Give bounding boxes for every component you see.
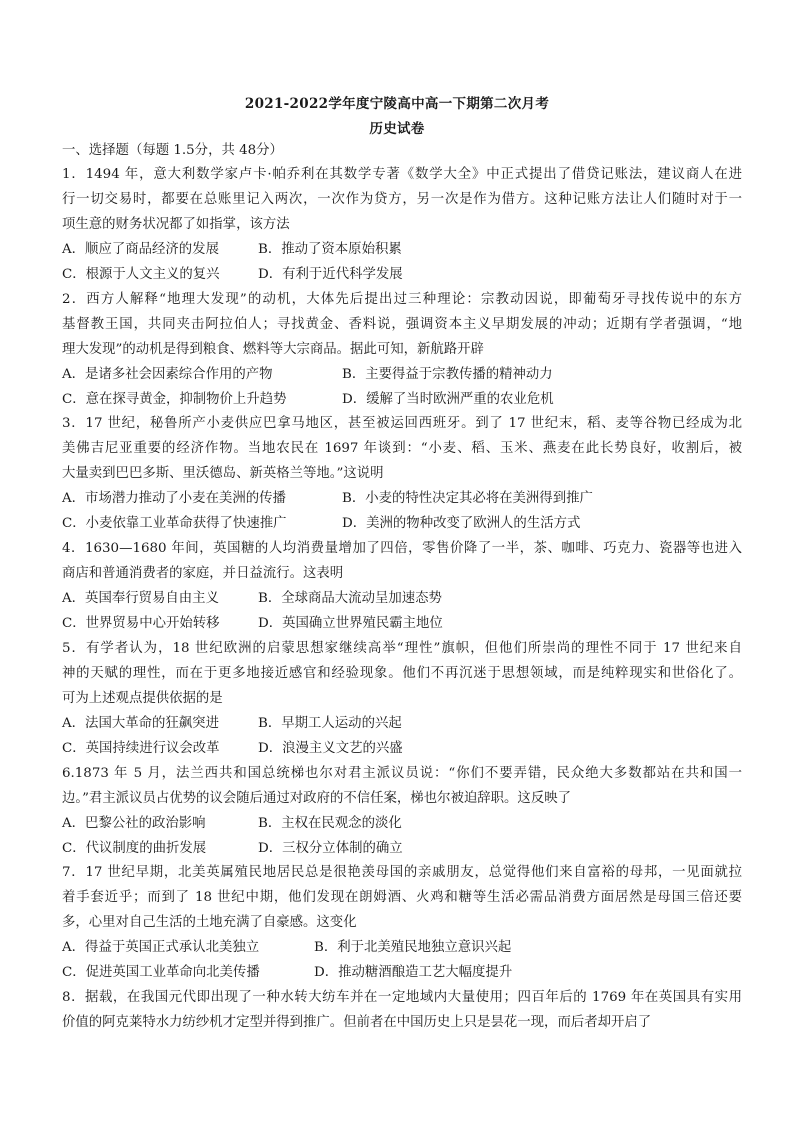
question-8-stem-line: 8．据载，在我国元代即出现了一种水转大纺车并在一定地域内大量使用；四百年后的 1769 年在英国具有实用 [62, 990, 742, 1005]
question-6-option-c: C．代议制度的曲折发展 [62, 841, 207, 856]
question-8-stem-line: 价值的阿克莱特水力纺纱机才定型并得到推广。但前者在中国历史上只是昙花一现，而后者却开启了 [62, 1015, 652, 1030]
question-1-option-c: C．根源于人文主义的复兴 [62, 267, 220, 282]
question-2-option-a: A．是诸多社会因素综合作用的产物 [62, 367, 273, 382]
question-5-option-b: B．早期工人运动的兴起 [258, 716, 402, 731]
question-5-stem-line: 神的天赋的理性，而在于更多地接近感官和经验现象。他们不再沉迷于思想领域，而是纯粹现实和世俗化了。 [62, 666, 742, 681]
question-5-option-d: D．浪漫主义文艺的兴盛 [258, 741, 403, 756]
question-4-option-c: C．世界贸易中心开始转移 [62, 616, 220, 631]
section-heading: 一、选择题（每题 1.5分，共 48分） [62, 143, 283, 158]
question-4-option-b: B．全球商品大流动呈加速态势 [258, 591, 442, 606]
question-4-stem-line: 4．1630—1680 年间，英国糖的人均消费量增加了四倍，零售价降了一半，茶、咖啡、巧克力、瓷器等也进入 [62, 541, 742, 556]
question-4-option-a: A．英国奉行贸易自由主义 [62, 591, 219, 606]
question-3-option-b: B．小麦的特性决定其必将在美洲得到推广 [342, 491, 593, 506]
question-1-option-a: A．顺应了商品经济的发展 [62, 242, 219, 257]
question-1-option-d: D．有利于近代科学发展 [258, 267, 403, 282]
exam-title: 2021-2022学年度宁陵高中高一下期第二次月考 [244, 96, 550, 112]
question-7-stem-line: 多，心里对自己生活的土地充满了自豪感。这变化 [62, 915, 357, 930]
question-1-stem-line: 行一切交易时，都要在总账里记入两次，一次作为贷方，另一次是作为借方。这种记账方法让人们随时对于一 [62, 192, 742, 207]
question-3-stem-line: 大量卖到巴巴多斯、里沃德岛、新英格兰等地。”这说明 [62, 466, 384, 481]
question-4-stem-line: 商店和普通消费者的家庭，并日益流行。这表明 [62, 566, 344, 581]
question-1-stem-line: 1．1494 年，意大利数学家卢卡·帕乔利在其数学专著《数学大全》中正式提出了借贷记账法，建议商人在进 [62, 167, 742, 182]
question-7-stem-line: 着手套近乎；而到了 18 世纪中期，他们发现在朗姆酒、火鸡和糖等生活必需品消费方面居然是母国三倍还要 [62, 890, 742, 905]
question-5-stem-line: 5．有学者认为，18 世纪欧洲的启蒙思想家继续高举“理性”旗帜，但他们所崇尚的理性不同于 17 世纪来自 [62, 641, 742, 656]
question-3-option-a: A．市场潜力推动了小麦在美洲的传播 [62, 491, 286, 506]
question-2-stem-line: 理大发现”的动机是得到粮食、燃料等大宗商品。据此可知，新航路开辟 [62, 342, 484, 357]
question-5-stem-line: 可为上述观点提供依据的是 [62, 691, 223, 706]
question-7-option-d: D．推动糖酒酿造工艺大幅度提升 [314, 965, 513, 980]
question-5-option-a: A．法国大革命的狂飙突进 [62, 716, 219, 731]
question-3-stem-line: 美佛吉尼亚重要的经济作物。当地农民在 1697 年谈到：“小麦、稻、玉米、燕麦在此长势良好，收割后，被 [62, 441, 742, 456]
question-3-stem-line: 3．17 世纪，秘鲁所产小麦供应巴拿马地区，甚至被运回西班牙。到了 17 世纪末，稻、麦等谷物已经成为北 [62, 416, 742, 431]
question-2-option-b: B．主要得益于宗教传播的精神动力 [342, 367, 553, 382]
question-6-stem-line: 边。”君主派议员占优势的议会随后通过对政府的不信任案，梯也尔被迫辞职。这反映了 [62, 791, 571, 806]
question-4-option-d: D．英国确立世界殖民霸主地位 [258, 616, 443, 631]
question-5-option-c: C．英国持续进行议会改革 [62, 741, 220, 756]
question-6-option-b: B．主权在民观念的淡化 [258, 816, 402, 831]
question-6-option-a: A．巴黎公社的政治影响 [62, 816, 206, 831]
question-7-option-a: A．得益于英国正式承认北美独立 [62, 940, 260, 955]
question-2-option-d: D．缓解了当时欧洲严重的农业危机 [342, 392, 554, 407]
question-2-option-c: C．意在探寻黄金，抑制物价上升趋势 [62, 392, 287, 407]
question-6-option-d: D．三权分立体制的确立 [258, 841, 403, 856]
question-2-stem-line: 基督教王国，共同夹击阿拉伯人；寻找黄金、香料说，强调资本主义早期发展的冲动；近期有学者强调，“地 [62, 317, 742, 332]
question-1-option-b: B．推动了资本原始积累 [258, 242, 402, 257]
question-1-stem-line: 项生意的财务状况都了如指掌，该方法 [62, 217, 290, 232]
question-3-option-d: D．美洲的物种改变了欧洲人的生活方式 [342, 516, 581, 531]
question-7-option-b: B．利于北美殖民地独立意识兴起 [314, 940, 512, 955]
exam-subtitle: 历史试卷 [369, 121, 425, 137]
question-7-option-c: C．促进英国工业革命向北美传播 [62, 965, 260, 980]
question-7-stem-line: 7．17 世纪早期，北美英属殖民地居民总是很艳羡母国的亲戚朋友，总觉得他们来自富裕的母邦，一见面就拉 [62, 865, 742, 880]
question-2-stem-line: 2．西方人解释“地理大发现”的动机，大体先后提出过三种理论：宗教动因说，即葡萄牙寻找传说中的东方 [62, 292, 742, 307]
question-3-option-c: C．小麦依靠工业革命获得了快速推广 [62, 516, 287, 531]
question-6-stem-line: 6.1873 年 5 月，法兰西共和国总统梯也尔对君主派议员说：“你们不要弄错，民众绝大多数都站在共和国一 [62, 766, 742, 781]
